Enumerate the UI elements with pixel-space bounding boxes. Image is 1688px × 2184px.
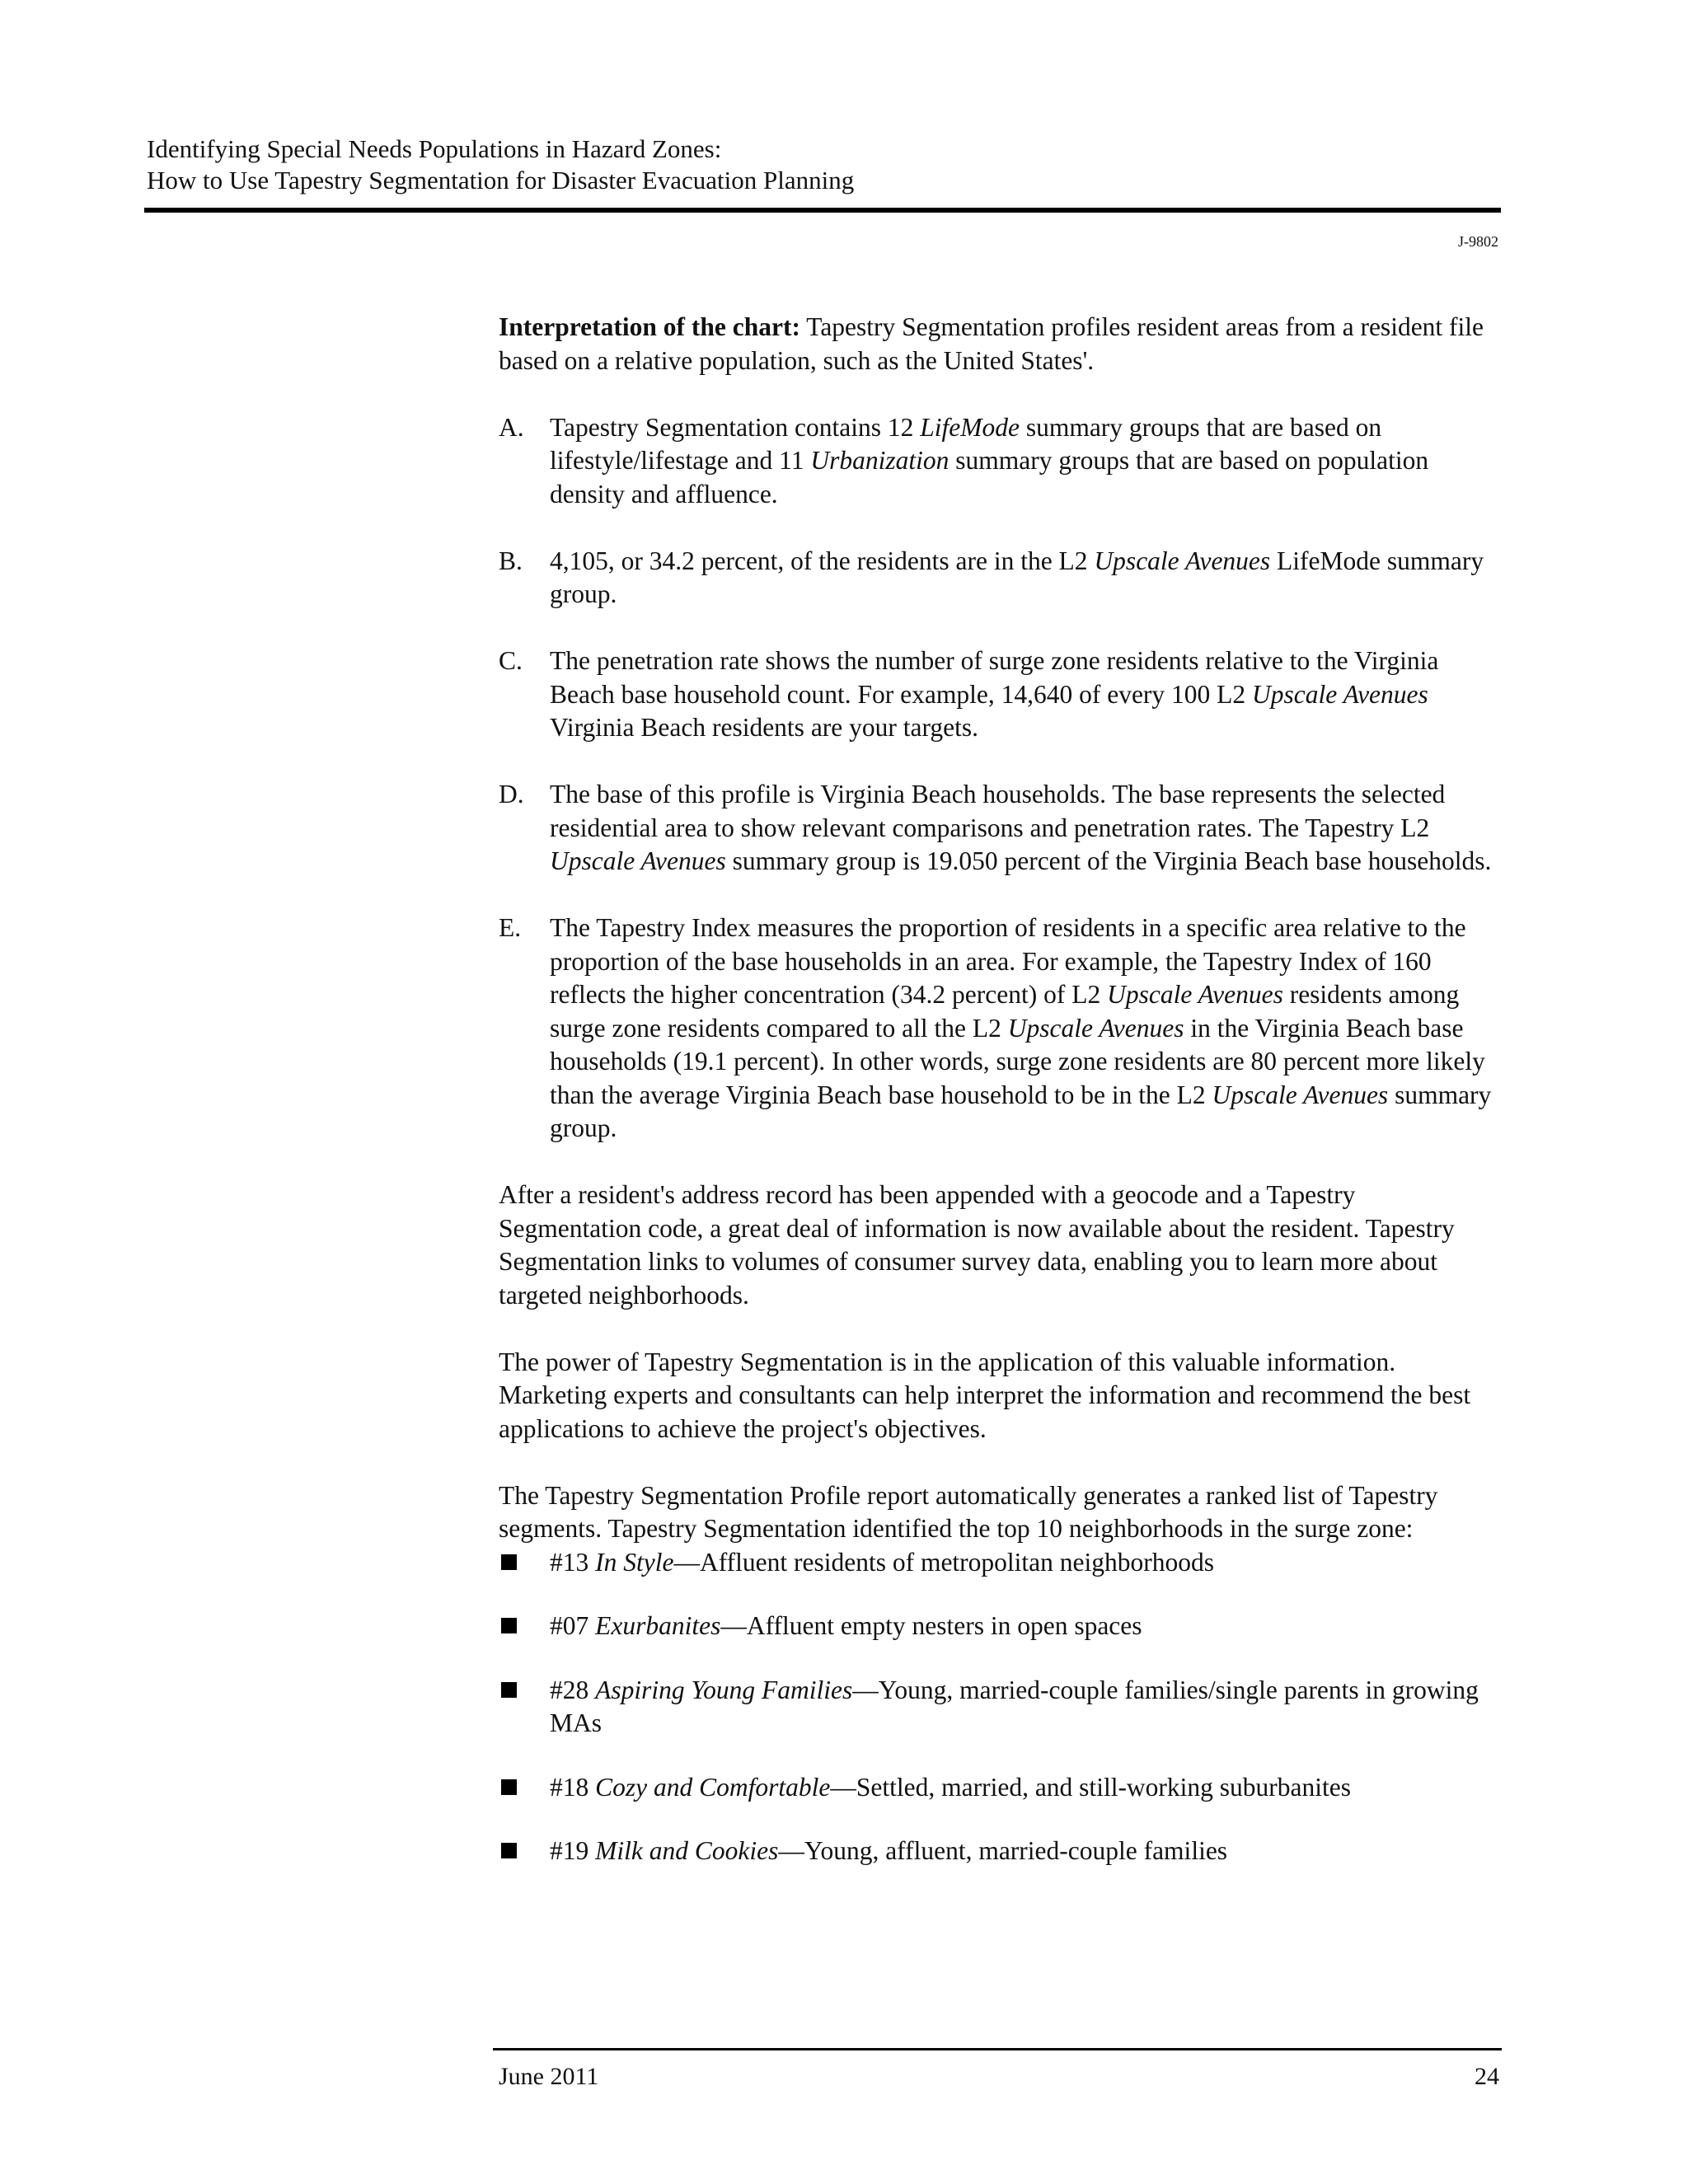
list-item-text: 4,105, or 34.2 percent, of the residents are in the L2 Upscale Avenues LifeMode summary group. (550, 546, 1484, 608)
square-bullet-icon (501, 1554, 517, 1570)
paragraph-power: The power of Tapestry Segmentation is in the application of this valuable information. Marketing experts and consultants can help interpret the information and recommend the best applications to achieve the project's objectives. (499, 1347, 1471, 1443)
header-title-line-2: How to Use Tapestry Segmentation for Disaster Evacuation Planning (147, 166, 855, 194)
segment-item: #19 Milk and Cookies—Young, affluent, married-couple families (499, 1835, 1503, 1868)
square-bullet-icon (501, 1618, 517, 1633)
intro-paragraph (499, 311, 1503, 377)
square-bullet-icon (501, 1843, 517, 1858)
list-marker: C. (499, 646, 523, 675)
list-marker: E. (499, 913, 522, 942)
intro-label: Interpretation of the chart: (499, 312, 800, 341)
intro-text: Tapestry Segmentation profiles resident areas from a resident file based on a relative population, such as the United States'. (499, 312, 1484, 375)
footer-rule (493, 2048, 1502, 2050)
list-item-text: Tapestry Segmentation contains 12 LifeMode summary groups that are based on lifestyle/lifestage and 11 Urbanization summary groups that are based on population density and affluence. (550, 412, 1429, 509)
header-rule (144, 208, 1501, 213)
segment-item: #18 Cozy and Comfortable—Settled, married, and still-working suburbanites (499, 1771, 1503, 1805)
footer-date: June 2011 (499, 2063, 599, 2090)
document-id: J-9802 (1458, 233, 1498, 250)
header-title-line-1: Identifying Special Needs Populations in Hazard Zones: (147, 134, 722, 163)
list-item-b (499, 545, 1503, 612)
list-item-d (499, 778, 1503, 879)
segment-list (499, 1546, 1503, 1868)
list-item-c (499, 644, 1503, 745)
list-marker: A. (499, 412, 524, 442)
body-content (499, 311, 1503, 1899)
list-item-text: The penetration rate shows the number of surge zone residents relative to the Virginia Beach base household count. For example, 14,640 of every 100 L2 Upscale Avenues Virginia Beach residents are your targets. (550, 646, 1439, 742)
segment-item: #07 Exurbanites—Affluent empty nesters in open spaces (499, 1610, 1503, 1643)
segment-item: #28 Aspiring Young Families—Young, married-couple families/single parents in growing MAs (499, 1674, 1503, 1741)
list-item-e (499, 912, 1503, 1146)
list-marker: B. (499, 546, 523, 575)
list-item-a (499, 411, 1503, 512)
square-bullet-icon (501, 1682, 517, 1698)
list-item-text: The Tapestry Index measures the proportion of residents in a specific area relative to the proportion of the base households in an area. For example, the Tapestry Index of 160 reflects the higher concentration (34.2 percent) of L2 Upscale Avenues residents among surge zone residents compared to all the L2 Upscale Avenues in the Virginia Beach base households (19.1 percent). In other words, surge zone residents are 80 percent more likely than the average Virginia Beach base household to be in the L2 Upscale Avenues summary group. (550, 913, 1492, 1142)
paragraph-geocode: After a resident's address record has been appended with a geocode and a Tapestry Segmentation code, a great deal of information is now available about the resident. Tapestry Segmentation links to volumes of consumer survey data, enabling you to learn more about targeted neighborhoods. (499, 1180, 1455, 1310)
interpretation-list (499, 411, 1503, 1146)
segment-item: #13 In Style—Affluent residents of metropolitan neighborhoods (499, 1546, 1503, 1580)
list-item-text: The base of this profile is Virginia Beach households. The base represents the selected residential area to show relevant comparisons and penetration rates. The Tapestry L2 Upscale Avenues summary group is 19.050 percent of the Virginia Beach base households. (550, 780, 1492, 875)
page-number: 24 (1475, 2063, 1499, 2090)
square-bullet-icon (501, 1779, 517, 1795)
list-marker: D. (499, 780, 524, 808)
paragraph-profile-report: The Tapestry Segmentation Profile report automatically generates a ranked list of Tapestry segments. Tapestry Segmentation identified the top 10 neighborhoods in the surge zone: (499, 1480, 1438, 1543)
